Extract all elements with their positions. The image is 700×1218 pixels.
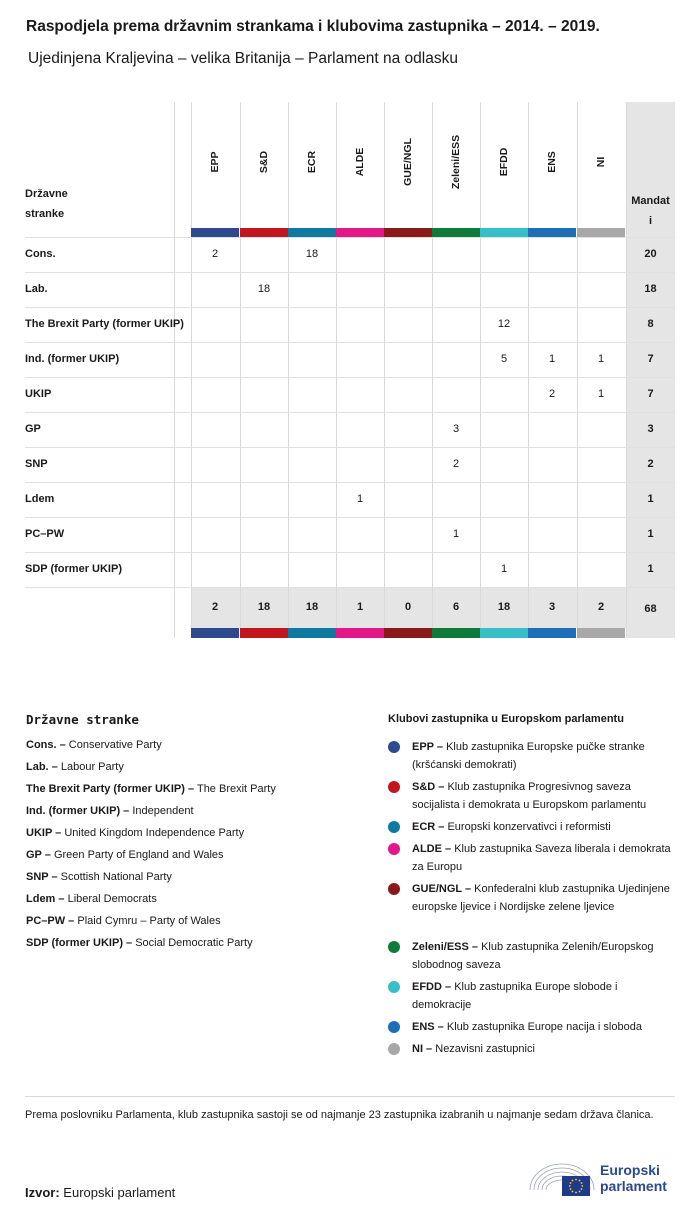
party-abbr: Lab. – <box>26 761 58 773</box>
group-legend-item <box>388 738 678 774</box>
column-color-bar-bottom <box>191 628 239 638</box>
group-abbr: GUE/NGL – <box>412 883 472 895</box>
group-legend-item <box>388 1040 678 1058</box>
party-label: The Brexit Party (former UKIP) <box>25 318 184 330</box>
column-color-bar <box>384 228 432 237</box>
source <box>25 1185 175 1200</box>
party-name: United Kingdom Independence Party <box>64 827 245 839</box>
column-header-label: ENS <box>546 151 558 173</box>
group-legend-item <box>388 880 678 916</box>
group-name: Klub zastupnika Zelenih/Europskog slobodnog saveza <box>412 941 654 971</box>
party-legend-item <box>26 937 253 949</box>
row-rule <box>25 377 675 378</box>
group-color-dot <box>388 1021 400 1033</box>
group-color-dot <box>388 981 400 993</box>
column-header <box>528 102 576 228</box>
row-rule <box>25 447 675 448</box>
group-color-dot <box>388 843 400 855</box>
column-header-label: ALDE <box>354 147 366 177</box>
column-color-bar-bottom <box>480 628 528 638</box>
group-abbr: NI – <box>412 1043 433 1055</box>
row-rule <box>25 342 675 343</box>
table-cell: 1 <box>356 493 364 505</box>
group-name: Konfederalni klub zastupnika Ujedinjene europske ljevice i Nordijske zelene ljevice <box>412 883 670 913</box>
column-header <box>577 102 625 228</box>
table-cell: 1 <box>452 528 460 540</box>
logo-line-1: Europski <box>600 1162 660 1178</box>
party-legend-item <box>26 849 224 861</box>
party-legend-item <box>26 761 124 773</box>
group-name: Klub zastupnika Europe nacija i sloboda <box>446 1021 642 1033</box>
column-total: 2 <box>597 601 605 613</box>
row-total: 1 <box>647 493 654 505</box>
group-legend-text <box>412 880 678 916</box>
logo-line-2: parlament <box>600 1178 667 1194</box>
party-label: SNP <box>25 458 48 470</box>
row-total: 3 <box>647 423 654 435</box>
group-color-dot <box>388 941 400 953</box>
group-abbr: ECR – <box>412 821 445 833</box>
row-rule <box>25 482 675 483</box>
party-label: Cons. <box>25 248 56 260</box>
party-abbr: GP – <box>26 849 51 861</box>
column-header <box>480 102 528 228</box>
column-total: 3 <box>548 601 556 613</box>
column-color-bar <box>240 228 288 237</box>
column-header-label: ECR <box>306 150 318 174</box>
column-header-label: EFDD <box>498 147 510 177</box>
table-cell: 3 <box>452 423 460 435</box>
table-cell: 18 <box>305 248 319 260</box>
group-abbr: ENS – <box>412 1021 444 1033</box>
party-label: SDP (former UKIP) <box>25 563 122 575</box>
party-label: GP <box>25 423 41 435</box>
table-cell: 2 <box>211 248 219 260</box>
column-color-bar <box>577 228 625 237</box>
group-legend-text <box>412 1040 678 1058</box>
group-legend-text <box>412 778 678 814</box>
footnote: Prema poslovniku Parlamenta, klub zastupnika sastoji se od najmanje 23 zastupnika izabranih u najmanje sedam država članica. <box>25 1109 654 1121</box>
table-cell: 12 <box>497 318 511 330</box>
source-label: Izvor: <box>25 1185 60 1200</box>
row-header-line-1: Državne <box>25 188 68 200</box>
party-name: Liberal Democrats <box>67 893 157 905</box>
party-legend-title: Državne stranke <box>26 712 139 727</box>
column-header <box>384 102 432 228</box>
party-legend-item <box>26 827 244 839</box>
mandati-header-1: Mandat <box>631 195 670 207</box>
group-name: Europski konzervativci i reformisti <box>447 821 611 833</box>
row-total: 7 <box>647 353 654 365</box>
column-header <box>288 102 336 228</box>
party-legend-item <box>26 893 157 905</box>
column-total: 1 <box>356 601 364 613</box>
party-abbr: Cons. – <box>26 739 66 751</box>
column-header <box>336 102 384 228</box>
group-color-dot <box>388 781 400 793</box>
column-color-bar-bottom <box>336 628 384 638</box>
party-legend-item <box>26 915 221 927</box>
group-name: Klub zastupnika Progresivnog saveza socijalista i demokrata u Europskom parlamentu <box>412 781 647 811</box>
header-rule <box>25 237 675 238</box>
column-color-bar-bottom <box>288 628 336 638</box>
group-color-dot <box>388 821 400 833</box>
row-rule <box>25 412 675 413</box>
group-abbr: EFDD – <box>412 981 452 993</box>
column-color-bar-bottom <box>577 628 625 638</box>
group-legend-item <box>388 978 678 1014</box>
group-legend-title: Klubovi zastupnika u Europskom parlamentu <box>388 713 624 725</box>
table-cell: 2 <box>548 388 556 400</box>
table-cell: 5 <box>500 353 508 365</box>
mandati-column-bg <box>626 102 675 638</box>
column-total: 6 <box>452 601 460 613</box>
party-legend-item <box>26 805 194 817</box>
group-name: Klub zastupnika Europske pučke stranke (kršćanski demokrati) <box>412 741 645 771</box>
divider <box>25 1096 675 1097</box>
column-header <box>432 102 480 228</box>
party-name: Plaid Cymru – Party of Wales <box>77 915 221 927</box>
row-rule <box>25 307 675 308</box>
group-abbr: ALDE – <box>412 843 452 855</box>
table-cell: 2 <box>452 458 460 470</box>
group-legend-text <box>412 978 678 1014</box>
party-abbr: SDP (former UKIP) – <box>26 937 133 949</box>
column-total: 18 <box>257 601 271 613</box>
group-abbr: Zeleni/ESS – <box>412 941 479 953</box>
party-abbr: Ldem – <box>26 893 65 905</box>
group-name: Klub zastupnika Saveza liberala i demokrata za Europu <box>412 843 671 873</box>
column-color-bar-bottom <box>432 628 480 638</box>
group-legend-item <box>388 818 678 836</box>
column-header <box>240 102 288 228</box>
column-color-bar <box>432 228 480 237</box>
column-header-label: NI <box>595 156 607 168</box>
source-value: Europski parlament <box>63 1185 176 1200</box>
column-header-label: S&D <box>258 150 270 174</box>
party-abbr: Ind. (former UKIP) – <box>26 805 130 817</box>
table-cell: 1 <box>500 563 508 575</box>
group-color-dot <box>388 883 400 895</box>
grand-total: 68 <box>644 603 657 615</box>
row-total: 18 <box>644 283 657 295</box>
row-total: 1 <box>647 563 654 575</box>
group-legend-item <box>388 938 678 974</box>
group-color-dot <box>388 1043 400 1055</box>
group-abbr: S&D – <box>412 781 445 793</box>
page-subtitle: Ujedinjena Kraljevina – velika Britanija – Parlament na odlasku <box>28 50 458 67</box>
column-header-label: Zeleni/ESS <box>450 134 462 190</box>
row-total: 8 <box>647 318 654 330</box>
group-name: Nezavisni zastupnici <box>435 1043 535 1055</box>
column-color-bar <box>480 228 528 237</box>
group-legend-text <box>412 938 678 974</box>
table-cell: 18 <box>257 283 271 295</box>
party-name: Social Democratic Party <box>135 937 253 949</box>
group-name: Klub zastupnika Europe slobode i demokracije <box>412 981 618 1011</box>
column-total: 0 <box>404 601 412 613</box>
column-total: 18 <box>305 601 319 613</box>
party-label: UKIP <box>25 388 52 400</box>
group-legend-item <box>388 778 678 814</box>
row-rule <box>25 517 675 518</box>
column-header <box>191 102 239 228</box>
column-color-bar <box>336 228 384 237</box>
party-label: Ind. (former UKIP) <box>25 353 120 365</box>
table-cell: 1 <box>548 353 556 365</box>
party-abbr: The Brexit Party (former UKIP) – <box>26 783 195 795</box>
column-color-bar-bottom <box>528 628 576 638</box>
table-cell: 1 <box>597 353 605 365</box>
party-name: Labour Party <box>60 761 124 773</box>
column-color-bar-bottom <box>240 628 288 638</box>
column-color-bar <box>288 228 336 237</box>
group-color-dot <box>388 741 400 753</box>
party-name: Conservative Party <box>68 739 162 751</box>
row-rule <box>25 552 675 553</box>
hemicycle-icon <box>528 1160 596 1198</box>
party-legend-item <box>26 739 162 751</box>
group-legend-item <box>388 840 678 876</box>
group-abbr: EPP – <box>412 741 443 753</box>
column-divider <box>626 102 627 638</box>
group-legend-text <box>412 840 678 876</box>
row-header-line-2: stranke <box>25 208 65 220</box>
row-total: 2 <box>647 458 654 470</box>
party-abbr: UKIP – <box>26 827 62 839</box>
column-header-label: GUE/NGL <box>402 138 414 186</box>
ep-logo <box>528 1160 678 1200</box>
column-total: 18 <box>497 601 511 613</box>
row-rule <box>25 587 675 588</box>
column-color-bar <box>528 228 576 237</box>
party-label: Ldem <box>25 493 55 505</box>
page-title: Raspodjela prema državnim strankama i klubovima zastupnika – 2014. – 2019. <box>26 18 600 35</box>
group-legend-text <box>412 818 678 836</box>
party-legend-item <box>26 871 172 883</box>
party-abbr: SNP – <box>26 871 58 883</box>
party-name: Green Party of England and Wales <box>53 849 224 861</box>
row-total: 20 <box>644 248 657 260</box>
party-label: Lab. <box>25 283 48 295</box>
party-name: Scottish National Party <box>60 871 172 883</box>
row-total: 1 <box>647 528 654 540</box>
table-cell: 1 <box>597 388 605 400</box>
header-divider <box>174 102 175 638</box>
group-legend-text <box>412 1018 678 1036</box>
column-header-label: EPP <box>209 151 221 173</box>
row-rule <box>25 272 675 273</box>
party-legend-item <box>26 783 276 795</box>
column-color-bar <box>191 228 239 237</box>
group-legend-item <box>388 1018 678 1036</box>
party-abbr: PC–PW – <box>26 915 75 927</box>
party-label: PC–PW <box>25 528 65 540</box>
column-color-bar-bottom <box>384 628 432 638</box>
group-legend-text <box>412 738 678 774</box>
party-name: Independent <box>132 805 194 817</box>
mandati-header-2: i <box>648 215 653 227</box>
column-total: 2 <box>211 601 219 613</box>
row-total: 7 <box>647 388 654 400</box>
party-name: The Brexit Party <box>196 783 276 795</box>
